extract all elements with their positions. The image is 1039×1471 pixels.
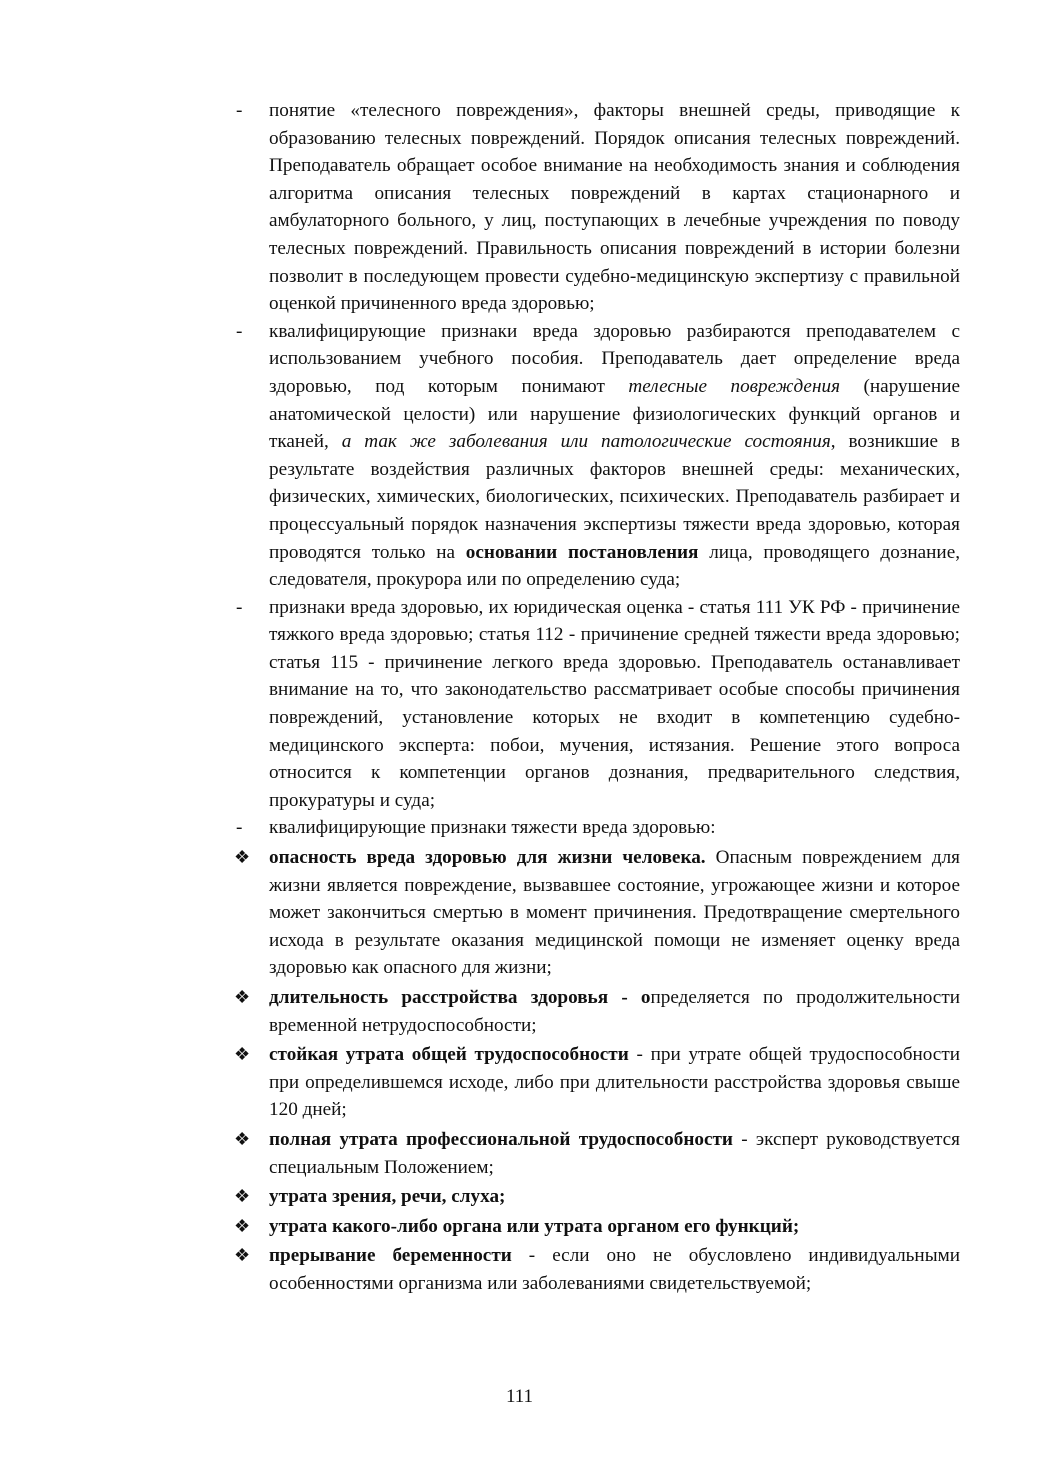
text-run: квалифицирующие признаки вреда здоровью разбираются преподавателем с использованием учебного пособия. Преподаватель дает определение вреда здоровью, под которым понимают	[269, 320, 960, 397]
item-text	[269, 1183, 960, 1211]
diamond-list-item	[232, 1242, 960, 1297]
bold-term: утрата какого-либо органа или утрата органом его функций;	[269, 1215, 800, 1237]
diamond-list-item	[232, 984, 960, 1039]
text-run: - если оно не обусловлено индивидуальными особенностями организма или заболеваниями свидетельствуемой;	[269, 1245, 960, 1294]
dash-bullet: -	[236, 596, 243, 618]
text-run: пределяется по продолжительности временной нетрудоспособности;	[269, 987, 960, 1036]
item-text	[269, 844, 960, 982]
diamond-list-item	[232, 1041, 960, 1124]
item-text	[269, 1126, 960, 1181]
item-text	[269, 1041, 960, 1124]
bold-term: прерывание беременности	[269, 1245, 512, 1267]
diamond-list-item	[232, 844, 960, 982]
dash-bullet: -	[236, 100, 243, 121]
dash-list-item	[232, 97, 960, 318]
dash-list-item	[232, 594, 960, 815]
dash-bullet: -	[236, 320, 243, 342]
item-text	[269, 594, 960, 815]
dash-list-item	[232, 814, 960, 842]
dash-list-item	[232, 318, 960, 594]
item-text	[269, 1213, 960, 1241]
item-text	[269, 1242, 960, 1297]
text-run: лица, проводящего дознание, следователя, прокурора или по определению суда;	[269, 541, 961, 591]
text-run: - эксперт руководствуется специальным Положением;	[269, 1128, 960, 1178]
bold-term: длительность расстройства здоровья - о	[269, 987, 651, 1008]
text-run: квалифицирующие признаки тяжести вреда здоровью:	[269, 817, 716, 839]
diamond-list-item	[232, 1183, 960, 1211]
text-run: (нарушение анатомической целости) или нарушение физиологических функций органов и тканей,	[269, 375, 960, 453]
diamond-bullet-icon: ❖	[234, 1128, 251, 1149]
diamond-list-item	[232, 1213, 960, 1241]
item-text	[269, 814, 960, 842]
bold-term: основании постановления	[465, 541, 699, 563]
bold-term: стойкая утрата общей трудоспособности	[269, 1044, 629, 1066]
diamond-bullet-icon: ❖	[234, 847, 251, 868]
diamond-bullet-icon: ❖	[234, 1245, 251, 1266]
item-text	[269, 318, 960, 594]
item-text	[269, 984, 960, 1039]
bold-term: опасность вреда здоровью для жизни человека.	[269, 847, 706, 869]
bold-term: утрата зрения, речи, слуха;	[269, 1186, 506, 1208]
item-text	[269, 97, 960, 318]
dash-bullet: -	[236, 817, 243, 839]
diamond-bullet-icon: ❖	[234, 987, 251, 1007]
text-run: - при утрате общей трудоспособности при определившемся исходе, либо при длительности расстройства здоровья свыше 120 дней;	[269, 1044, 960, 1121]
document-body	[232, 97, 960, 1298]
diamond-list-item	[232, 1126, 960, 1181]
italic-term: телесные повреждения	[628, 375, 840, 397]
text-run: , возникшие в результате воздействия различных факторов внешней среды: механических, физических, химических, биологических, психических. Преподаватель разбирает и процессуальный порядок назначения экспертизы тяжести вреда здоровью, которая проводятся только на	[269, 431, 960, 563]
italic-term: а так же заболевания или патологические состояния	[341, 431, 831, 453]
page-number: 111	[505, 1386, 534, 1407]
diamond-bullet-icon: ❖	[234, 1044, 251, 1065]
diamond-bullet-icon: ❖	[234, 1186, 251, 1207]
text-run: Опасным повреждением для жизни является повреждение, вызвавшее состояние, угрожающее жизни и которое может закончиться смертью в момент причинения. Предотвращение смертельного исхода в результате оказания медицинской помощи не изменяет оценку вреда здоровью как опасного для жизни;	[269, 847, 960, 979]
text-run: признаки вреда здоровью, их юридическая оценка - статья 111 УК РФ - причинение тяжкого вреда здоровью; статья 112 - причинение средней тяжести вреда здоровью; статья 115 - причинение легкого вреда здоровью. Преподаватель останавливает внимание на то, что законодательство рассматривает особые способы причинения повреждений, установление которых не входит в компетенцию судебно-медицинского эксперта: побои, мучения, истязания. Решение этого вопроса относится к компетенции органов дознания, предварительного следствия, прокуратуры и суда;	[269, 596, 960, 811]
diamond-bullet-icon: ❖	[234, 1215, 251, 1236]
bold-term: полная утрата профессиональной трудоспособности	[269, 1128, 733, 1150]
text-run: понятие «телесного повреждения», факторы внешней среды, приводящие к образованию телесных повреждений. Порядок описания телесных повреждений. Преподаватель обращает особое внимание на необходимость знания и соблюдения алгоритма описания телесных повреждений в картах стационарного и амбулаторного больного, у лиц, поступающих в лечебные учреждения по поводу телесных повреждений. Правильность описания повреждений в истории болезни позволит в последующем провести судебно-медицинскую экспертизу с правильной оценкой причиненного вреда здоровью;	[269, 100, 960, 315]
